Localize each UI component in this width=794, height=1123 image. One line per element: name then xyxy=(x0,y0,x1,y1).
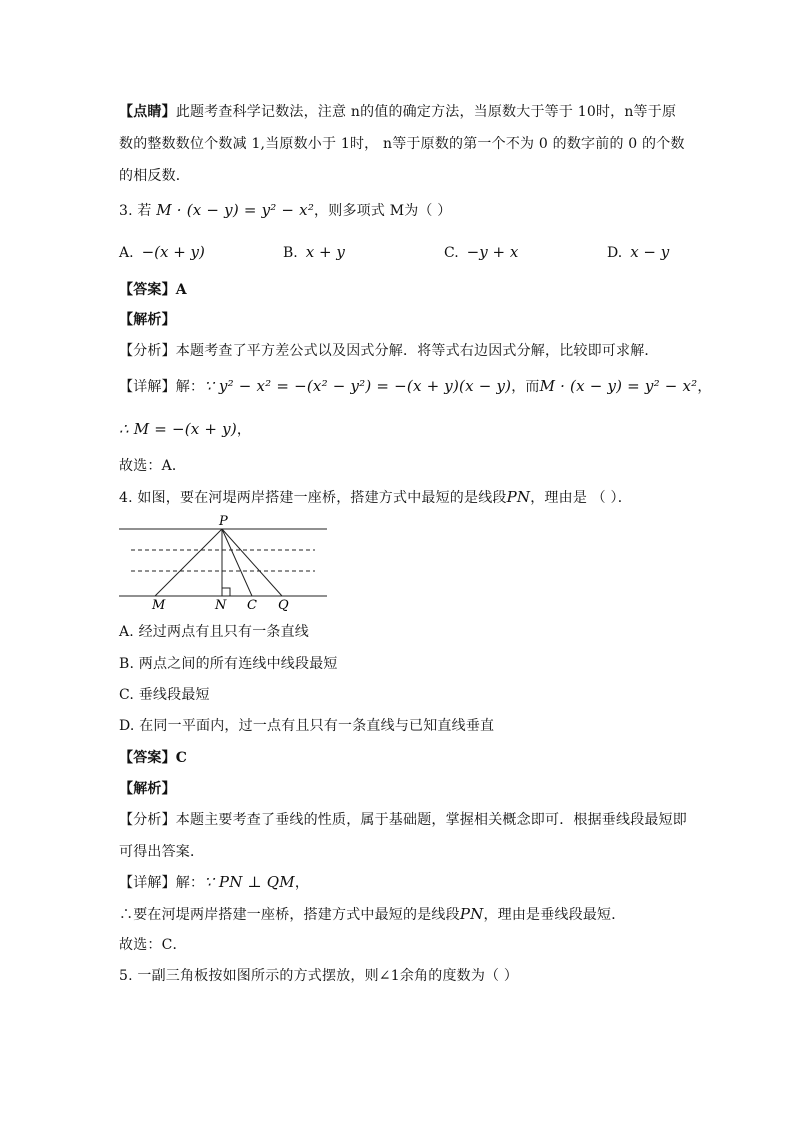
q3-option-a xyxy=(119,242,205,263)
q3-option-b xyxy=(283,242,345,263)
q4-answer: 【答案】C xyxy=(119,750,188,766)
q4-stem-math: PN xyxy=(506,488,531,506)
q3-option-a-label: A. xyxy=(119,245,134,261)
dianjing-line-3: 的相反数． xyxy=(119,168,190,184)
q3-jiexi: 【解析】 xyxy=(119,312,176,328)
q3-stem-math: M · (x − y) = y² − x² xyxy=(156,201,315,219)
q3-xiangjie-end: ， xyxy=(697,379,712,395)
q3-fenxi: 【分析】本题考查了平方差公式以及因式分解．将等式右边因式分解，比较即可求解． xyxy=(119,343,659,359)
q3-option-c-label: C. xyxy=(444,245,459,261)
q4-therefore-suffix: ，理由是垂线段最短． xyxy=(483,907,626,923)
q3-xiangjie xyxy=(119,376,712,397)
q4-option-c: C. 垂线段最短 xyxy=(119,687,210,703)
right-angle-mark xyxy=(222,588,230,596)
q3-option-c xyxy=(444,242,518,263)
q4-stem-prefix: 4. 如图，要在河堤两岸搭建一座桥，搭建方式中最短的是线段 xyxy=(119,490,507,506)
q4-stem xyxy=(119,487,632,508)
q4-option-d: D. 在同一平面内，过一点有且只有一条直线与已知直线垂直 xyxy=(119,718,495,734)
dianjing-tag: 【点睛】 xyxy=(119,104,176,120)
q3-xiangjie-mid: ，而 xyxy=(511,379,540,395)
q4-guxuan: 故选：C． xyxy=(119,937,187,953)
q3-option-b-label: B. xyxy=(283,245,298,261)
q4-fenxi-2: 可得出答案． xyxy=(119,844,205,860)
q3-therefore xyxy=(119,419,251,440)
q4-therefore-math: PN xyxy=(459,905,484,923)
q3-stem-prefix: 3. 若 xyxy=(119,203,152,219)
q4-option-b: B. 两点之间的所有连线中线段最短 xyxy=(119,656,338,672)
segment-pm xyxy=(155,529,222,596)
q3-option-d-label: D. xyxy=(607,245,623,261)
q4-option-a: A. 经过两点有且只有一条直线 xyxy=(119,624,310,640)
dianjing-text-1: 此题考查科学记数法，注意 n的值的确定方法，当原数大于等于 10时，n等于原 xyxy=(175,104,677,120)
q4-fenxi-1: 【分析】本题主要考查了垂线的性质，属于基础题，掌握相关概念即可．根据垂线段最短即 xyxy=(119,812,687,828)
q4-stem-suffix: ，理由是 （ ）． xyxy=(530,490,632,506)
q3-xiangjie-math: ∵ y² − x² = −(x² − y²) = −(x + y)(x − y) xyxy=(204,377,512,395)
segment-pc xyxy=(222,529,252,596)
q3-stem xyxy=(119,200,451,221)
q4-xiangjie-prefix: 【详解】解： xyxy=(119,875,205,891)
q3-therefore-end: ， xyxy=(236,422,252,438)
q4-xiangjie-math: ∵ PN ⊥ QM xyxy=(204,873,295,891)
q4-jiexi: 【解析】 xyxy=(119,781,176,797)
label-q: Q xyxy=(278,598,289,612)
q3-option-d xyxy=(607,242,669,263)
q3-xiangjie-prefix: 【详解】解： xyxy=(119,379,205,395)
label-m: M xyxy=(152,598,166,612)
dianjing-line-2: 数的整数数位个数减 1,当原数小于 1时， n等于原数的第一个不为 0 的数字前的 0 的个数 xyxy=(119,136,685,152)
label-p: P xyxy=(219,514,228,529)
q3-therefore-math: ∴ M = −(x + y) xyxy=(119,420,237,438)
q3-answer: 【答案】A xyxy=(119,282,187,298)
q3-stem-suffix: ，则多项式 M为（ ） xyxy=(314,203,452,219)
q3-xiangjie-math2: M · (x − y) = y² − x² xyxy=(539,377,698,395)
q4-xiangjie xyxy=(119,872,309,893)
label-n: N xyxy=(215,598,227,612)
q5-stem: 5. 一副三角板按如图所示的方式摆放，则∠1余角的度数为（ ） xyxy=(119,968,519,984)
segment-pq xyxy=(222,529,282,596)
q3-option-d-math: x − y xyxy=(630,243,670,261)
q3-option-c-math: −y + x xyxy=(466,243,519,261)
label-c: C xyxy=(247,598,257,612)
q4-therefore-prefix: ∴要在河堤两岸搭建一座桥，搭建方式中最短的是线段 xyxy=(119,907,460,923)
river-bridge-figure xyxy=(119,512,331,612)
q4-therefore xyxy=(119,904,625,925)
q3-option-b-math: x + y xyxy=(305,243,345,261)
q3-guxuan: 故选：A． xyxy=(119,458,187,474)
q4-xiangjie-end: ， xyxy=(294,875,310,891)
q3-option-a-math: −(x + y) xyxy=(141,243,205,261)
dianjing-line-1 xyxy=(119,102,676,122)
